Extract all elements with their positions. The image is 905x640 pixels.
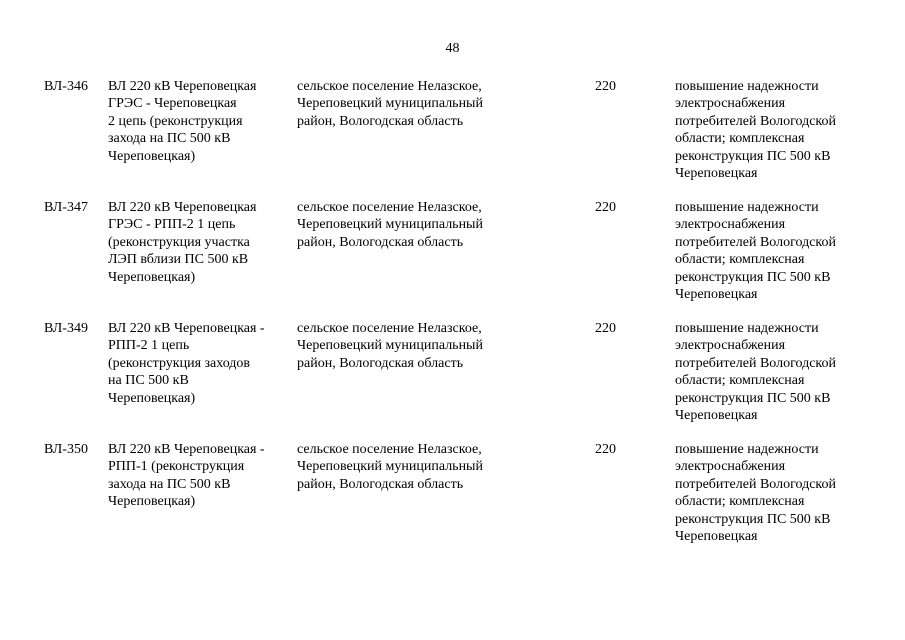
line-code: ВЛ-346 <box>44 79 88 94</box>
line-voltage: 220 <box>595 321 616 336</box>
line-purpose: повышение надежности электроснабжения потребителей Вологодской области; комплексная реконструкция ПС 500 кВ Череповецкая <box>675 321 836 424</box>
page-number: 48 <box>445 41 460 56</box>
line-name: ВЛ 220 кВ Череповецкая - РПП-1 (реконструкция захода на ПС 500 кВ Череповецкая) <box>108 442 265 510</box>
table-row <box>0 441 905 562</box>
line-code: ВЛ-347 <box>44 200 88 215</box>
line-name: ВЛ 220 кВ Череповецкая - РПП-2 1 цепь (реконструкция заходов на ПС 500 кВ Череповецкая) <box>108 321 265 406</box>
line-location: сельское поселение Нелазское, Череповецкий муниципальный район, Вологодская область <box>297 321 483 371</box>
line-location: сельское поселение Нелазское, Череповецкий муниципальный район, Вологодская область <box>297 442 483 492</box>
table-row <box>0 78 905 199</box>
table-row <box>0 320 905 441</box>
line-location: сельское поселение Нелазское, Череповецкий муниципальный район, Вологодская область <box>297 200 483 250</box>
line-code: ВЛ-350 <box>44 442 88 457</box>
table-row <box>0 199 905 320</box>
line-name: ВЛ 220 кВ Череповецкая ГРЭС - Череповецкая 2 цепь (реконструкция захода на ПС 500 кВ Череповецкая) <box>108 79 257 164</box>
power-line-table <box>0 78 905 562</box>
line-purpose: повышение надежности электроснабжения потребителей Вологодской области; комплексная реконструкция ПС 500 кВ Череповецкая <box>675 442 836 545</box>
line-name: ВЛ 220 кВ Череповецкая ГРЭС - РПП-2 1 цепь (реконструкция участка ЛЭП вблизи ПС 500 кВ Череповецкая) <box>108 200 257 285</box>
line-voltage: 220 <box>595 442 616 457</box>
line-voltage: 220 <box>595 79 616 94</box>
line-voltage: 220 <box>595 200 616 215</box>
line-location: сельское поселение Нелазское, Череповецкий муниципальный район, Вологодская область <box>297 79 483 129</box>
line-purpose: повышение надежности электроснабжения потребителей Вологодской области; комплексная реконструкция ПС 500 кВ Череповецкая <box>675 79 836 182</box>
line-code: ВЛ-349 <box>44 321 88 336</box>
line-purpose: повышение надежности электроснабжения потребителей Вологодской области; комплексная реконструкция ПС 500 кВ Череповецкая <box>675 200 836 303</box>
